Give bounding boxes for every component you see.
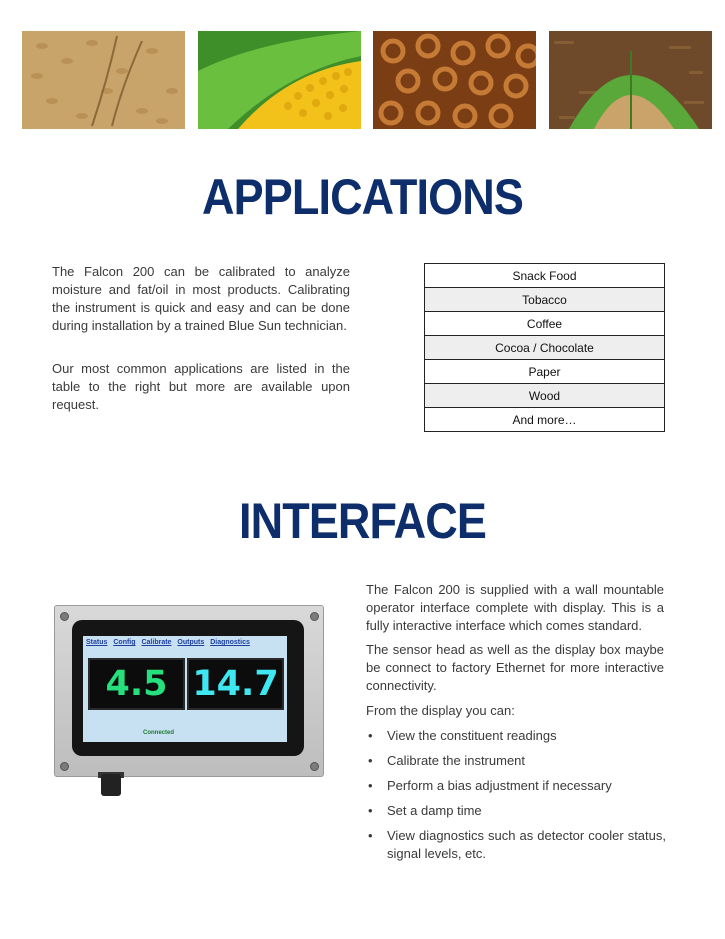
list-item xyxy=(366,727,666,745)
reading-1-display: 4.5 xyxy=(88,658,185,710)
interface-capabilities-list xyxy=(366,727,666,870)
screw-icon xyxy=(310,612,319,621)
table-row xyxy=(425,408,665,432)
list-item-text: View diagnostics such as detector cooler status, signal levels, etc. xyxy=(387,828,666,861)
list-item xyxy=(366,752,666,770)
cable-gland xyxy=(101,774,121,796)
wheat-image xyxy=(22,31,185,129)
pretzels-image xyxy=(373,31,536,129)
applications-heading: APPLICATIONS xyxy=(202,169,523,225)
table-cell: Coffee xyxy=(425,312,665,336)
display-tab-status: Status xyxy=(86,639,108,646)
display-screen xyxy=(83,636,287,742)
list-item xyxy=(366,827,666,863)
table-row xyxy=(425,264,665,288)
list-item-text: Perform a bias adjustment if necessary xyxy=(387,778,612,793)
interface-paragraph-3: From the display you can: xyxy=(366,703,515,718)
table-cell: Snack Food xyxy=(425,264,665,288)
table-cell: And more… xyxy=(425,408,665,432)
corn-image xyxy=(198,31,361,129)
bullet-icon: • xyxy=(368,778,373,793)
interface-paragraph-1: The Falcon 200 is supplied with a wall mountable operator interface complete with display. This is a fully interactive interface which comes standard. xyxy=(366,582,664,633)
list-item-text: View the constituent readings xyxy=(387,728,557,743)
table-row xyxy=(425,360,665,384)
tobacco-image xyxy=(549,31,712,129)
bullet-icon: • xyxy=(368,828,373,843)
connection-status: Connected xyxy=(143,730,175,736)
table-cell: Tobacco xyxy=(425,288,665,312)
list-item xyxy=(366,777,666,795)
bullet-icon: • xyxy=(368,803,373,818)
table-row xyxy=(425,384,665,408)
list-item xyxy=(366,802,666,820)
bullet-icon: • xyxy=(368,728,373,743)
table-row xyxy=(425,288,665,312)
screw-icon xyxy=(310,762,319,771)
interface-heading: INTERFACE xyxy=(239,493,486,549)
applications-table xyxy=(424,263,665,432)
table-row xyxy=(425,312,665,336)
list-item-text: Calibrate the instrument xyxy=(387,753,526,768)
list-item-text: Set a damp time xyxy=(387,803,482,818)
table-cell: Cocoa / Chocolate xyxy=(425,336,665,360)
table-cell: Wood xyxy=(425,384,665,408)
screw-icon xyxy=(60,762,69,771)
applications-paragraph-1: The Falcon 200 can be calibrated to analyze moisture and fat/oil in most products. Calibrating the instrument is quick and easy and can be done during installation by a trained Blue Sun technician. xyxy=(52,264,350,333)
display-tab-outputs: Outputs xyxy=(177,639,205,646)
bullet-icon: • xyxy=(368,753,373,768)
display-tabs xyxy=(86,639,254,646)
operator-interface-device-image xyxy=(54,600,324,810)
applications-paragraph-2: Our most common applications are listed in the table to the right but more are available upon request. xyxy=(52,361,350,412)
reading-2-display: 14.7 xyxy=(187,658,284,710)
display-tab-config: Config xyxy=(113,639,136,646)
screw-icon xyxy=(60,612,69,621)
display-tab-calibrate: Calibrate xyxy=(141,639,172,646)
display-tab-diagnostics: Diagnostics xyxy=(210,639,250,646)
interface-paragraph-2: The sensor head as well as the display box maybe be connect to factory Ethernet for more interactive connectivity. xyxy=(366,642,664,693)
table-row xyxy=(425,336,665,360)
table-cell: Paper xyxy=(425,360,665,384)
